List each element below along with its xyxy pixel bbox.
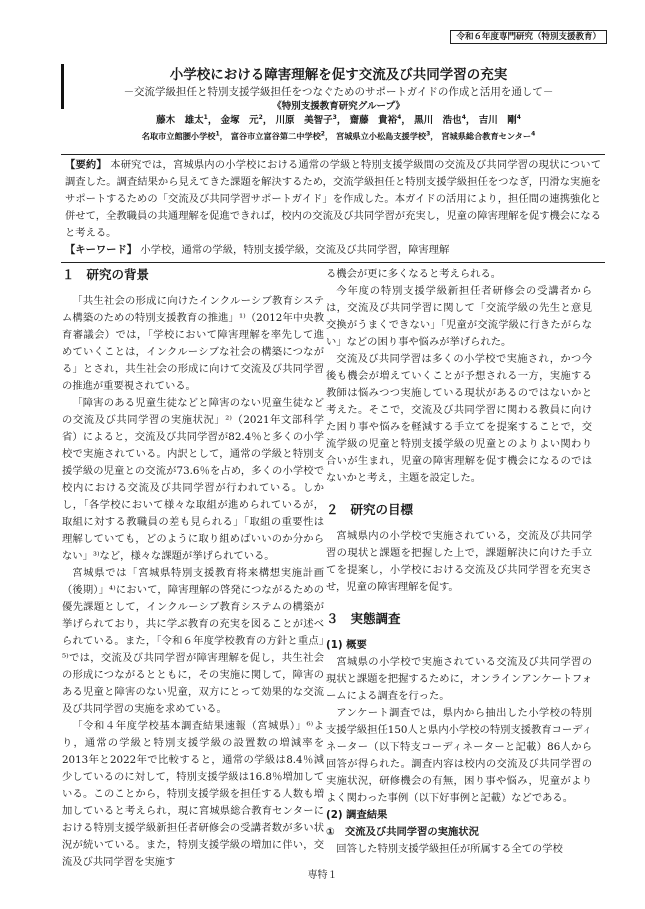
paragraph: アンケート調査では，県内から抽出した小学校の特別支援学級担任150人と県内小学校の特別支援教育コーディネーター（以下特支コーディネーターと記載）86人から回答が得られた。調査内容は校内の交流及び共同学習の実施状況，研修機会の有無，困り事や悩み，児童がよりよく関わった事例（以下好事例と記載）などである。	[326, 707, 592, 804]
keywords-text: 小学校，通常の学級，特別支援学級，交流及び共同学習，障害理解	[140, 244, 450, 256]
author: 齋藤 貴裕$^4$	[349, 113, 402, 126]
subsection-heading: (1) 概要	[326, 639, 367, 651]
keywords-label: 【キーワード】	[65, 244, 138, 256]
author: 金塚 元$^2$	[220, 113, 263, 126]
affiliation: 宮城県総合教育センター$^4$	[441, 130, 536, 141]
author: 藤木 雄太$^1$	[156, 113, 208, 126]
paragraph: 「障害のある児童生徒などと障害のない児童生徒などの交流及び共同学習の実施状況」²⁾（2021年文部科学省）によると，交流及び共同学習が82.4％と多くの小学校で実施されている。内訳として，通常の学級と特別支援学級の児童との交流が73.6％を占め，多くの小学校で校内における交流及び共同学習が行われている。しかし，「各学校において様々な取組が進められているが，取組に対する教職員の差も見られる」「取組の重要性は理解していても，どのように取り組めばいいのか分からない」³⁾など，様々な課題が挙げられている。	[62, 397, 324, 562]
author: 吉川 剛$^4$	[478, 113, 521, 126]
research-group: 《特別支援教育研究グループ》	[272, 101, 405, 112]
keywords-line	[65, 242, 601, 259]
title-accent-bar	[61, 64, 64, 109]
paragraph: る機会が更に多くなると考えられる。	[326, 268, 502, 280]
abstract-text: 本研究では，宮城県内の小学校における通常の学級と特別支援学級間の交流及び共同学習の現状について調査した。調査結果から見えてきた課題を解決するため，交流学級担任と特別支援学級担任をつなぎ，円滑な実施をサポートするための「交流及び共同学習サポートガイド」を作成した。本ガイドの活用により，担任間の連携強化と併せて，全教職員の共通理解を促進できれば，校内の交流及び共同学習が充実し，児童の障害理解を促す機会になると考える。	[65, 159, 602, 239]
section-heading-2: ２ 研究の目標	[326, 502, 414, 517]
abstract-label: 【要約】	[65, 159, 107, 171]
paragraph: 今年度の特別支援学級新担任者研修会の受講者からは，交流及び共同学習に関して「交流学級の先生と意見交換がうまくできない」「児童が交流学級に行きたがらない」などの困り事や悩みが挙げられた。	[326, 285, 592, 348]
paragraph: 回答した特別支援学級担任が所属する全ての学校	[336, 843, 563, 855]
paragraph: 「令和４年度学校基本調査結果速報（宮城県）」⁶⁾より，通常の学級と特別支援学級の設置数の増減率を2013年と2022年で比較すると，通常の学級は8.4％減少しているのに対して，特別支援学級は16.8％増加している。このことから，特別支援学級を担任する人数も増加していると考えられ，現に宮城県総合教育センターにおける特別支援学級新担任者研修会の受講者数が多い状況が続いている。また，特別支援学級の増加に伴い，交流及び共同学習を実施す	[62, 720, 324, 868]
section-heading-3: ３ 実態調査	[326, 611, 401, 626]
paragraph: 交流及び共同学習は多くの小学校で実施され，かつ今後も機会が増えていくことが予想される一方，実施する教師は悩みつつ実施している現状があるのではないかと考えた。そこで，交流及び共同学習に関わる教員に向けた困り事や悩みを軽減する手立てを提案することで，交流学級の児童と特別支援学級の児童とのよりよい関わり合いが生まれ，児童の障害理解を促す機会になるのではないかと考え，主題を設定した。	[326, 353, 592, 484]
paragraph: 宮城県の小学校で実施されている交流及び共同学習の現状と課題を把握するために，オンラインアンケートフォームによる調査を行った。	[326, 656, 592, 702]
author: 黒川 浩也$^4$	[414, 113, 466, 126]
affiliation: 富谷市立富谷第二中学校$^2$	[230, 130, 325, 141]
affiliation: 宮城県立小松島支援学校$^3$	[336, 130, 431, 141]
section-heading-1: １ 研究の背景	[62, 267, 150, 282]
paragraph: 宮城県では「宮城県特別支援教育将来構想実施計画（後期）」⁴⁾において，障害理解の啓発につながるための優先課題として，インクルーシブ教育システムの構築が挙げられており，共に学ぶ教育の充実を図ることが述べられている。また，「令和６年度学校教育の方針と重点」⁵⁾では，交流及び共同学習が障害理解を促し，共生社会の形成につながるとともに，その実施に関して，障害のある児童と障害のない児童，双方にとって効果的な交流及び共同学習の実施を求めている。	[62, 567, 324, 715]
paragraph: 「共生社会の形成に向けたインクルーシブ教育システム構築のための特別支援教育の推進」¹⁾（2012年中央教育審議会）では，「学校において障害理解を率先して進めていくことは，インクルーシブな社会の構築につながる」とされ，共生社会の形成に向けて交流及び共同学習の推進が重要視されている。	[62, 295, 324, 392]
paragraph: 宮城県内の小学校で実施されている，交流及び共同学習の現状と課題を把握した上で，課題解決に向けた手立てを提案し，小学校における交流及び共同学習を充実させ，児童の障害理解を促す。	[326, 530, 592, 593]
right-column	[326, 266, 592, 858]
page-number: 専特１	[307, 870, 338, 881]
subsection-item-heading: ① 交流及び共同学習の実施状況	[326, 826, 479, 838]
affiliation-list: 名取市立館腰小学校$^1$， 富谷市立富谷第二中学校$^2$， 宮城県立小松島支援学校$^3$， 宮城県総合教育センター$^4$	[141, 130, 536, 141]
left-column	[62, 266, 324, 871]
author-list: 藤木 雄太$^1$， 金塚 元$^2$， 川原 美智子$^3$， 齋藤 貴裕$^4$， 黒川 浩也$^4$， 吉川 剛$^4$	[156, 113, 521, 126]
abstract-box	[61, 154, 605, 263]
author: 川原 美智子$^3$	[275, 113, 337, 126]
header-tag: 令和６年度専門研究（特別支援教育）	[450, 30, 607, 44]
affiliation: 名取市立館腰小学校$^1$	[141, 130, 220, 141]
paper-subtitle: －交流学級担任と特別支援学級担任をつなぐためのサポートガイドの作成と活用を通して－	[123, 86, 554, 98]
subsection-heading: (2) 調査結果	[326, 809, 388, 821]
paper-title: 小学校における障害理解を促す交流及び共同学習の充実	[169, 67, 508, 83]
